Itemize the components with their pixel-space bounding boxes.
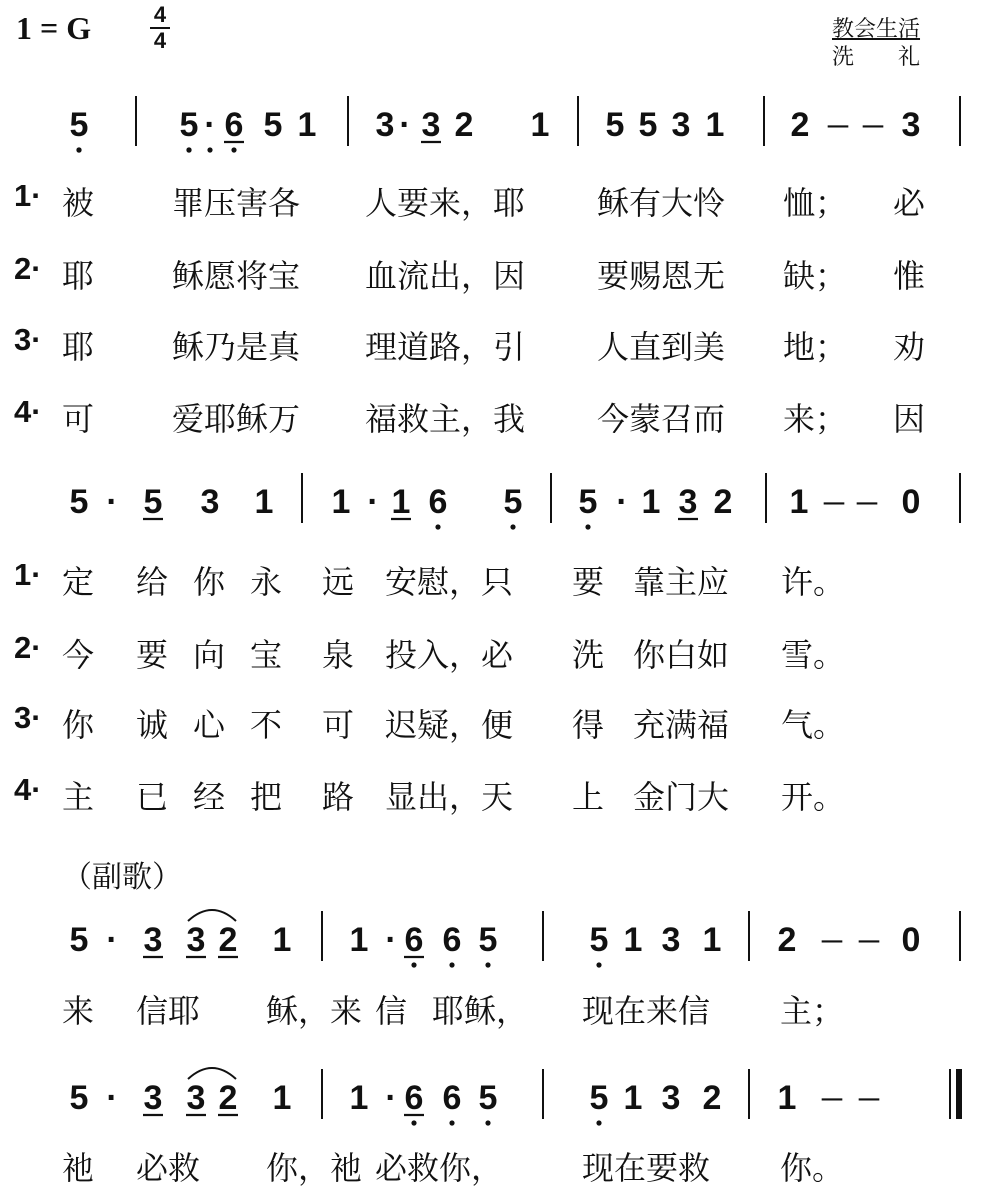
verse-2-b-syllable: 向 [193,636,226,674]
verse-4-a-line [0,394,983,438]
note-4-3-2: 1 [623,1079,643,1117]
verse-1-b-syllable: 永 [250,563,283,601]
low-octave-dot [435,524,440,529]
verse-3-a-syllable: 劝 [893,328,926,366]
low-octave-dot [596,1120,601,1125]
verse-number: 4· [14,772,42,807]
note-2-4-1: 1 [789,483,809,521]
verse-3-b-syllable: 心 [193,706,226,744]
note-4-3-3: 3 [661,1079,681,1117]
verse-1-b-syllable: 靠主应 [633,563,730,601]
note-1-1-1: 5 [69,106,89,144]
low-octave-dot [76,147,81,152]
note-3-4-2: － [818,927,846,957]
verse-3-a-syllable: 耶 [62,328,95,366]
note-4-2-2: · [385,1079,397,1117]
verse-3-a-syllable: 人直到美 [597,328,726,366]
note-2-1-4: 3 [200,483,220,521]
refrain-2-syllable: 你，祂 [266,1149,363,1187]
refrain-1-syllable: 耶稣， [432,992,529,1030]
note-2-2-4: 6 [428,483,448,521]
verse-1-b-syllable: 许。 [781,563,846,601]
verse-4-b-syllable: 金门大 [633,778,730,816]
refrain-label: （副歌） [62,860,182,895]
verse-1-a-syllable: 恤； [783,184,848,222]
note-1-3-2: · [399,106,411,144]
low-octave-dot [485,1120,490,1125]
verse-3-a-syllable: 理道路，引 [365,328,526,366]
note-4-1-1: 5 [69,1079,89,1117]
subcategory-tag: 洗 礼 [832,45,921,70]
verse-2-b-syllable: 你白如 [633,636,730,674]
low-octave-dot [449,1120,454,1125]
note-1-2-4: 5 [263,106,283,144]
refrain-2-line [0,1143,983,1187]
note-2-1-1: 5 [69,483,89,521]
verse-4-b-syllable: 上 [572,778,605,816]
note-1-2-5: 1 [297,106,317,144]
verse-3-b-syllable: 诚 [136,706,169,744]
verse-3-b-syllable: 可 [322,706,355,744]
note-3-2-3: 6 [404,921,424,959]
note-2-1-2: · [106,483,118,521]
verse-1-a-syllable: 稣有大怜 [597,184,726,222]
note-1-5-3: － [859,112,887,142]
note-4-2-5: 5 [478,1079,498,1117]
verse-number: 3· [14,700,42,735]
key-signature: 1 = G [16,10,92,46]
note-1-4-4: 1 [705,106,725,144]
verse-4-b-syllable: 主 [62,778,95,816]
note-4-3-1: 5 [589,1079,609,1117]
note-3-2-2: · [385,921,397,959]
note-1-5-4: 3 [901,106,921,144]
note-2-2-1: 1 [331,483,351,521]
note-3-1-3: 3 [143,921,163,959]
verse-4-a-syllable: 因 [893,400,926,438]
note-1-3-5: 1 [530,106,550,144]
note-3-4-4: 0 [901,921,921,959]
low-octave-dot [449,962,454,967]
note-3-4-1: 2 [777,921,797,959]
refrain-2-syllable: 必救 [136,1149,201,1187]
verse-4-b-syllable: 已 [136,778,169,816]
verse-4-b-syllable: 经 [193,778,226,816]
note-3-3-1: 5 [589,921,609,959]
note-1-3-1: 3 [375,106,395,144]
verse-2-a-line [0,251,983,295]
low-octave-dot [585,524,590,529]
refrain-2-syllable: 你。 [780,1149,845,1187]
low-octave-dot [485,962,490,967]
refrain-1-syllable: 现在来信 [582,992,711,1030]
refrain-1-syllable: 稣，来 [266,992,363,1030]
verse-3-b-syllable: 充满福 [633,706,730,744]
note-4-4-3: － [855,1085,883,1115]
low-octave-dot [510,524,515,529]
verse-4-a-syllable: 今蒙召而 [597,400,726,438]
note-2-3-3: 1 [641,483,661,521]
verse-3-a-syllable: 稣乃是真 [172,328,301,366]
note-2-2-5: 5 [503,483,523,521]
refrain-1-syllable: 信耶 [136,992,201,1030]
note-3-3-4: 1 [702,921,722,959]
verse-3-a-syllable: 地； [783,328,848,366]
note-4-1-6: 1 [272,1079,292,1117]
verse-4-a-syllable: 福救主，我 [365,400,526,438]
low-octave-dot [231,147,236,152]
note-4-1-2: · [106,1079,118,1117]
note-2-3-5: 2 [713,483,733,521]
note-4-2-1: 1 [349,1079,369,1117]
low-octave-dot [596,962,601,967]
note-1-2-2: · [204,106,216,144]
verse-1-a-syllable: 必 [893,184,926,222]
verse-2-b-syllable: 宝 [250,636,283,674]
verse-2-b-syllable: 泉 [322,636,355,674]
note-4-4-2: － [818,1085,846,1115]
verse-3-b-syllable: 你 [62,706,95,744]
note-3-3-3: 3 [661,921,681,959]
refrain-2-syllable: 必救你， [375,1149,504,1187]
note-3-1-5: 2 [218,921,238,959]
verse-3-b-syllable: 迟疑，便 [385,706,514,744]
verse-2-b-syllable: 今 [62,636,95,674]
refrain-1-syllable: 信 [375,992,408,1030]
verse-number: 4· [14,394,42,429]
slur [188,1068,236,1079]
note-3-1-4: 3 [186,921,206,959]
note-2-2-2: · [367,483,379,521]
verse-1-a-syllable: 被 [62,184,95,222]
verse-4-b-syllable: 路 [322,778,355,816]
verse-3-b-line [0,700,983,744]
verse-number: 1· [14,557,42,592]
verse-2-a-syllable: 惟 [893,257,926,295]
verse-4-a-syllable: 来； [783,400,848,438]
verse-4-b-syllable: 显出，天 [385,778,514,816]
note-2-1-5: 1 [254,483,274,521]
slur [188,910,236,921]
note-4-3-4: 2 [702,1079,722,1117]
verse-1-b-line [0,557,983,601]
verse-number: 3· [14,322,42,357]
time-bottom: 4 [153,28,167,53]
verse-number: 1· [14,178,42,213]
note-1-2-1: 5 [179,106,199,144]
low-octave-dot [186,147,191,152]
verse-2-a-syllable: 稣愿将宝 [172,257,301,295]
verse-2-a-syllable: 要赐恩无 [597,257,726,295]
verse-2-b-syllable: 雪。 [781,636,846,674]
note-2-1-3: 5 [143,483,163,521]
note-2-2-3: 1 [391,483,411,521]
low-octave-dot [411,1120,416,1125]
note-1-3-4: 2 [454,106,474,144]
refrain-1-syllable: 来 [62,992,95,1030]
verse-2-a-syllable: 缺； [783,257,848,295]
note-2-3-4: 3 [678,483,698,521]
note-3-3-2: 1 [623,921,643,959]
time-top: 4 [153,2,167,27]
note-4-4-1: 1 [777,1079,797,1117]
verse-4-b-syllable: 把 [250,778,283,816]
note-2-4-2: － [820,489,848,519]
verse-1-a-line [0,178,983,222]
verse-1-a-syllable: 人要来，耶 [365,184,526,222]
verse-1-b-syllable: 你 [193,563,226,601]
note-1-4-1: 5 [605,106,625,144]
note-1-5-1: 2 [790,106,810,144]
verse-1-b-syllable: 定 [62,563,95,601]
verse-3-a-line [0,322,983,366]
verse-2-b-line [0,630,983,674]
verse-4-b-syllable: 开。 [781,778,846,816]
category-tag: 教会生活 [832,17,921,42]
verse-2-b-syllable: 投入，必 [385,636,514,674]
refrain-1-syllable: 主； [780,992,845,1030]
note-1-5-2: － [824,112,852,142]
note-1-4-3: 3 [671,106,691,144]
verse-2-b-syllable: 要 [136,636,169,674]
note-4-1-5: 2 [218,1079,238,1117]
note-2-4-3: － [853,489,881,519]
verse-1-b-syllable: 要 [572,563,605,601]
verse-2-a-syllable: 耶 [62,257,95,295]
verse-number: 2· [14,630,42,665]
verse-1-b-syllable: 远 [322,563,355,601]
note-1-3-3: 3 [421,106,441,144]
note-4-1-3: 3 [143,1079,163,1117]
note-3-1-1: 5 [69,921,89,959]
verse-3-b-syllable: 不 [250,706,283,744]
note-2-4-4: 0 [901,483,921,521]
verse-3-b-syllable: 得 [572,706,605,744]
verse-4-a-syllable: 爱耶稣万 [172,400,301,438]
verse-4-b-line [0,772,983,816]
note-4-2-3: 6 [404,1079,424,1117]
note-3-4-3: － [855,927,883,957]
note-4-1-4: 3 [186,1079,206,1117]
note-3-1-2: · [106,921,118,959]
note-2-3-2: · [616,483,628,521]
verse-1-b-syllable: 给 [136,563,169,601]
verse-4-a-syllable: 可 [62,400,95,438]
verse-2-a-syllable: 血流出，因 [365,257,526,295]
verse-number: 2· [14,251,42,286]
refrain-2-syllable: 祂 [62,1149,95,1187]
note-2-3-1: 5 [578,483,598,521]
verse-2-b-syllable: 洗 [572,636,605,674]
note-1-2-3: 6 [224,106,244,144]
low-octave-dot [207,147,212,152]
refrain-1-line [0,986,983,1030]
verse-3-b-syllable: 气。 [781,706,846,744]
note-1-4-2: 5 [638,106,658,144]
low-octave-dot [411,962,416,967]
note-3-2-1: 1 [349,921,369,959]
refrain-2-syllable: 现在要救 [582,1149,711,1187]
verse-1-b-syllable: 安慰，只 [385,563,514,601]
note-3-2-5: 5 [478,921,498,959]
note-4-2-4: 6 [442,1079,462,1117]
note-3-1-6: 1 [272,921,292,959]
note-3-2-4: 6 [442,921,462,959]
verse-1-a-syllable: 罪压害各 [172,184,301,222]
